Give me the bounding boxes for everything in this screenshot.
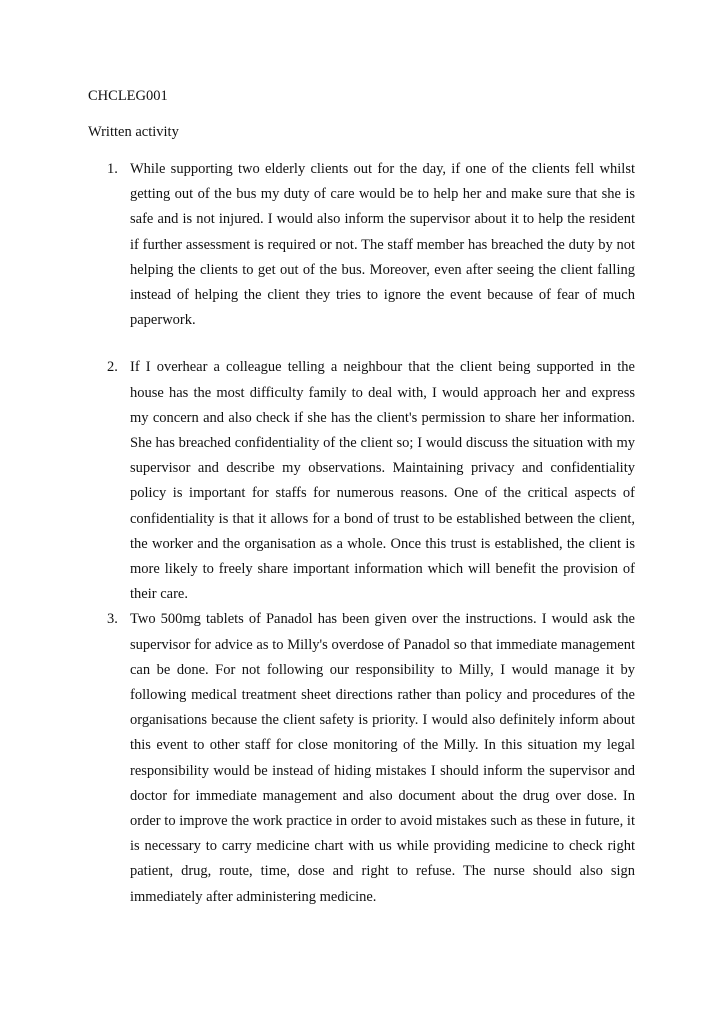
answer-list xyxy=(107,157,635,910)
answer-number: 1. xyxy=(107,161,118,177)
answer-item-1 xyxy=(107,157,635,333)
answer-number: 3. xyxy=(107,611,118,628)
answer-item-3 xyxy=(107,607,635,909)
answer-number: 2. xyxy=(107,359,118,376)
section-title: Written activity xyxy=(88,124,179,140)
course-code: CHCLEG001 xyxy=(88,88,168,104)
answer-text: Two 500mg tablets of Panadol has been given over the instructions. I would ask the supervisor for advice as to Milly's overdose of Panadol so that immediate management can be done. For not following our responsibility to Milly, I would manage it by following medical treatment sheet directions rather than policy and procedures of the organisations because the client safety is priority. I would also definitely inform about this event to other staff for close monitoring of the Milly. In this situation my legal responsibility would be instead of hiding mistakes I should inform the supervisor and doctor for immediate management and also document about the drug over dose. In order to improve the work practice in order to avoid mistakes such as these in future, it is necessary to carry medicine chart with us while providing medicine to check right patient, drug, route, time, dose and right to refuse. The nurse should also sign immediately after administering medicine. xyxy=(130,611,635,905)
answer-text: If I overhear a colleague telling a neighbour that the client being supported in the house has the most difficulty family to deal with, I would approach her and express my concern and also check if she has the client's permission to share her information. She has breached confidentiality of the client so; I would discuss the situation with my supervisor and describe my observations. Maintaining privacy and confidentiality policy is important for staffs for numerous reasons. One of the critical aspects of confidentiality is that it allows for a bond of trust to be established between the client, the worker and the organisation as a whole. Once this trust is established, the client is more likely to freely share important information which will benefit the provision of their care. xyxy=(130,359,635,603)
answer-item-2 xyxy=(107,355,635,607)
answer-text: While supporting two elderly clients out for the day, if one of the clients fell whilst getting out of the bus my duty of care would be to help her and make sure that she is safe and is not injured. I would also inform the supervisor about it to help the resident if further assessment is required or not. The staff member has breached the duty by not helping the clients to get out of the bus. Moreover, even after seeing the client falling instead of helping the client they tries to ignore the event because of fear of much paperwork. xyxy=(130,161,635,329)
